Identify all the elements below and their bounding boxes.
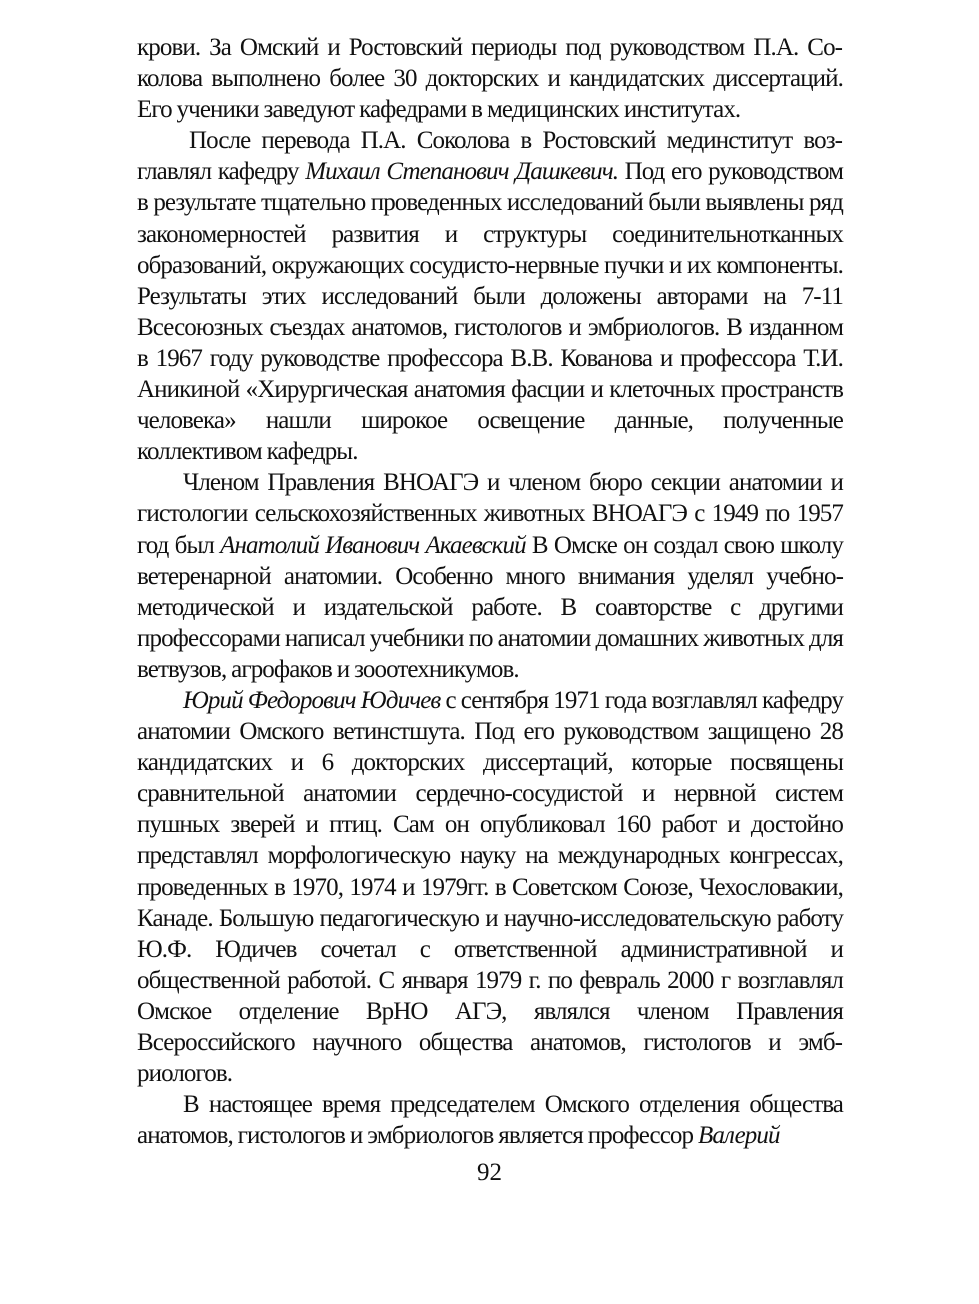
person-name-yudichev: Юрий Федорович Юдичев bbox=[183, 686, 441, 714]
page-number: 92 bbox=[477, 1159, 502, 1186]
person-name-dashkevich: Михаил Степанович Дашкевич. bbox=[305, 158, 619, 186]
paragraph-2 bbox=[137, 125, 843, 467]
paragraph-4 bbox=[137, 685, 843, 1089]
paragraph-3-text-a: Членом Правления ВНОАГЭ и членом бюро секции анатомии и гистологии сельскохозяйственных животных ВНОАГЭ с 1949 по 1957 год был bbox=[137, 469, 843, 559]
paragraph-2-text-b: Под его руководством в результате тщательно проведенных исследований были выявлены ряд закономерностей развития и структуры соединительнотканных образований, окружающих сосудисто-нервные пучки и их компоненты. Результаты этих исследований были доложены авторами на 7-11 Всесоюзных съездах анатомов, гистологов и эмбриологов. В изданном в 1967 году руководстве профессора В.В. Кованова и профессора Т.И. Аникиной «Хирургическая анатомия фасции и клеточных пространств человека» нашли широкое освещение данные, полученные коллективом кафедры. bbox=[137, 158, 843, 466]
page-body bbox=[137, 32, 843, 1151]
paragraph-1-text: крови. За Омский и Ростовский периоды под руководством П.А. Соколова выполнено более 30 докторских и кандидатских диссертаций. Его ученики заведуют кафедрами в медицинских институтах. bbox=[137, 34, 843, 124]
paragraph-2-text-a: После перевода П.А. Соколова в Ростовский мединститут возглавлял кафедру bbox=[137, 127, 843, 186]
paragraph-1 bbox=[137, 32, 843, 125]
paragraph-5-text: В настоящее время председателем Омского отделения общества анатомов, гистологов и эмбриологов является профессор bbox=[137, 1091, 843, 1150]
paragraph-4-text: с сентября 1971 года возглавлял кафедру анатомии Омского ветинстшута. Под его руководством защищено 28 кандидатских и 6 докторских диссертаций, которые посвящены сравнительной анатомии сердечно-сосудистой и нервной систем пушных зверей и птиц. Сам он опубликовал 160 работ и достойно представлял морфологическую науку на международных конгрессах, проведенных в 1970, 1974 и 1979гг. в Советском Союзе, Чехословакии, Канаде. Большую педагогическую и научно-исследовательскую работу Ю.Ф. Юдичев сочетал с ответственной административной и общественной работой. С января 1979 г. по февраль 2000 г возглавлял Омское отделение ВрНО АГЭ, являлся членом Правления Всероссийского научного общества анатомов, гистологов и эмбриологов. bbox=[137, 686, 843, 1088]
paragraph-5 bbox=[137, 1089, 843, 1151]
person-name-akaevsky: Анатолий Иванович Акаевский bbox=[220, 531, 526, 559]
person-name-valery: Валерий bbox=[697, 1122, 780, 1150]
paragraph-3-text-b: В Омске он создал свою школу ветеренарной анатомии. Особенно много внимания уделял учебно-методической и издательской работе. В соавторстве с другими профессорами написал учебники по анатомии домашних животных для ветвузов, агрофаков и зооотехникумов. bbox=[137, 531, 843, 683]
paragraph-3 bbox=[137, 467, 843, 685]
